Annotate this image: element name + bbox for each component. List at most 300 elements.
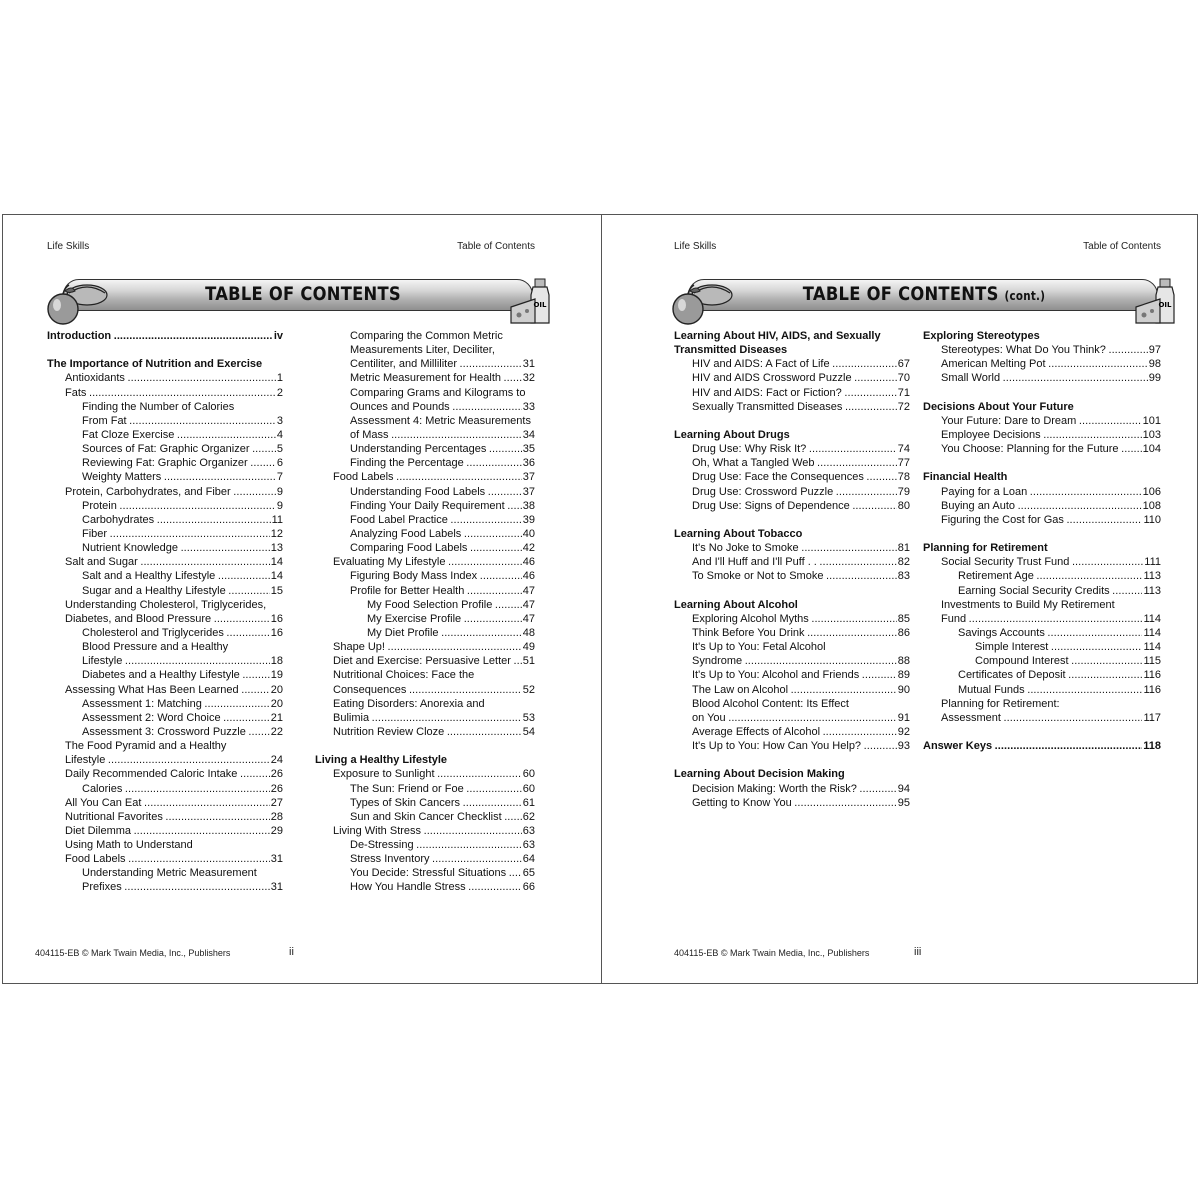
toc-entry-title: Nutritional Choices: Face the (333, 669, 475, 682)
toc-entry (82, 541, 283, 555)
toc-entry (692, 683, 910, 697)
section-heading-text: Learning About Alcohol (674, 598, 798, 611)
toc-entry-line (350, 386, 535, 400)
toc-page-number: 40 (522, 527, 535, 540)
toc-entry-title: Bulimia (333, 711, 370, 724)
toc-column-2 (923, 329, 1161, 753)
toc-page-number: 116 (1143, 683, 1161, 696)
toc-page-number: 101 (1142, 414, 1161, 427)
toc-spacer (923, 527, 1161, 541)
toc-entry-title: Evaluating My Lifestyle (333, 556, 446, 569)
toc-entry (350, 796, 535, 810)
toc-entry-title: Protein, Carbohydrates, and Fiber (65, 485, 231, 498)
toc-entry (65, 485, 283, 499)
toc-entry-title: Savings Accounts (958, 626, 1045, 639)
toc-page-number: 3 (276, 414, 283, 427)
toc-entry-title: Food Labels (65, 853, 126, 866)
toc-page-number: 99 (1148, 372, 1161, 385)
toc-page-number: 35 (522, 443, 535, 456)
toc-entry-title: Diet and Exercise: Persuasive Letter (333, 655, 511, 668)
toc-entry (692, 796, 910, 810)
section-heading-text: Learning About Tobacco (674, 527, 803, 540)
toc-page-number: 20 (270, 683, 283, 696)
toc-entry (692, 456, 910, 470)
toc-entry (692, 668, 910, 682)
toc-entry (350, 371, 535, 385)
toc-page-number: 16 (270, 612, 283, 625)
toc-page-number: 38 (522, 499, 535, 512)
toc-entry-title: Finding the Percentage (350, 457, 464, 470)
toc-entry-title: Living With Stress (333, 824, 422, 837)
toc-entry-title: And I'll Huff and I'll Puff . . (692, 556, 817, 569)
toc-entry (958, 584, 1161, 598)
toc-page-number: 115 (1143, 655, 1161, 668)
toc-page-number: 28 (270, 810, 283, 823)
toc-entry (941, 343, 1161, 357)
toc-page-number: 42 (522, 542, 535, 555)
toc-section-heading (923, 329, 1161, 343)
toc-entry (958, 569, 1161, 583)
toc-page-number: 5 (276, 443, 283, 456)
toc-page-number: 6 (276, 457, 283, 470)
toc-page-number: 116 (1143, 669, 1161, 682)
toc-entry (350, 485, 535, 499)
toc-entry-title: Average Effects of Alcohol (692, 725, 821, 738)
toc-page-number: 95 (897, 796, 910, 809)
toc-entry (975, 640, 1161, 654)
toc-entry (692, 400, 910, 414)
toc-entry (367, 626, 535, 640)
toc-page-number: 47 (522, 612, 535, 625)
toc-entry (65, 824, 283, 838)
toc-entry-title: Drug Use: Crossword Puzzle (692, 485, 834, 498)
toc-entry-title: Earning Social Security Credits (958, 584, 1110, 597)
toc-page-number: 60 (522, 768, 535, 781)
cheese-oil-icon (505, 273, 557, 335)
toc-entry-title: Cholesterol and Triglycerides (82, 626, 224, 639)
toc-entry-line (65, 739, 283, 753)
toc-page-number: 7 (276, 471, 283, 484)
toc-entry (82, 626, 283, 640)
toc-spacer (47, 343, 283, 357)
toc-page-number: 21 (270, 711, 283, 724)
toc-entry (975, 654, 1161, 668)
toc-entry (82, 499, 283, 513)
toc-entry-title: Consequences (333, 683, 407, 696)
toc-entry-line (941, 598, 1161, 612)
toc-entry (350, 442, 535, 456)
toc-entry-title: The Law on Alcohol (692, 683, 789, 696)
toc-entry-title: Simple Interest (975, 641, 1049, 654)
toc-entry-title: Sexually Transmitted Diseases (692, 400, 843, 413)
toc-entry-title: Sources of Fat: Graphic Organizer (82, 443, 250, 456)
toc-entry-title: Blood Alcohol Content: Its Effect (692, 697, 849, 710)
toc-entry (941, 371, 1161, 385)
toc-entry (333, 470, 535, 484)
right-page (601, 215, 1199, 983)
toc-page-number: 47 (522, 598, 535, 611)
toc-page-number: 94 (897, 782, 910, 795)
toc-page-number: 80 (897, 499, 910, 512)
toc-entry (333, 640, 535, 654)
toc-section-heading (674, 767, 910, 781)
toc-section-heading (923, 400, 1161, 414)
toc-entry-line (333, 697, 535, 711)
toc-page-number: 27 (270, 796, 283, 809)
toc-entry-title: It's Up to You: Alcohol and Friends (692, 669, 860, 682)
toc-entry (82, 428, 283, 442)
oil-label: OIL (533, 301, 547, 309)
toc-entry-line (692, 640, 910, 654)
toc-page-number: 12 (270, 527, 283, 540)
toc-entry-title: De-Stressing (350, 839, 414, 852)
toc-entry (350, 852, 535, 866)
toc-page-number: 92 (897, 725, 910, 738)
toc-entry-title: Sugar and a Healthy Lifestyle (82, 584, 226, 597)
toc-page-number: 114 (1143, 626, 1161, 639)
toc-entry (65, 852, 283, 866)
toc-entry-title: My Diet Profile (367, 626, 439, 639)
toc-page-number: 26 (270, 768, 283, 781)
toc-entry-line (350, 414, 535, 428)
section-heading-text: Learning About Drugs (674, 428, 790, 441)
footer-copyright: 404115-EB © Mark Twain Media, Inc., Publishers (674, 948, 870, 958)
toc-entry-title: Lifestyle (65, 754, 106, 767)
toc-entry (692, 470, 910, 484)
toc-spacer (923, 456, 1161, 470)
toc-entry-title: HIV and AIDS: Fact or Fiction? (692, 386, 842, 399)
toc-entry (692, 711, 910, 725)
toc-page-number: 24 (270, 754, 283, 767)
toc-entry (941, 428, 1161, 442)
toc-page-number: 114 (1143, 612, 1161, 625)
toc-entry-title: Planning for Retirement: (941, 697, 1060, 710)
toc-entry (65, 810, 283, 824)
toc-section-heading (674, 527, 910, 541)
toc-entry-title: Profile for Better Health (350, 584, 465, 597)
toc-entry (65, 683, 283, 697)
toc-entry (692, 499, 910, 513)
toc-entry-title: Retirement Age (958, 570, 1034, 583)
toc-entry (941, 513, 1161, 527)
toc-page-number: 82 (897, 556, 910, 569)
toc-entry (82, 513, 283, 527)
toc-entry (82, 456, 283, 470)
toc-entry (692, 541, 910, 555)
toc-entry-line (941, 697, 1161, 711)
toc-entry-line (333, 668, 535, 682)
toc-entry-title: Salt and a Healthy Lifestyle (82, 570, 216, 583)
toc-entry-line (350, 343, 535, 357)
toc-entry-line (82, 866, 283, 880)
toc-entry-title: Mutual Funds (958, 683, 1025, 696)
toc-section-entry (923, 739, 1161, 753)
toc-entry-title: You Decide: Stressful Situations (350, 867, 507, 880)
toc-entry (941, 442, 1161, 456)
toc-page-number: 114 (1143, 641, 1161, 654)
running-head-right: Table of Contents (1083, 241, 1161, 252)
toc-entry (82, 527, 283, 541)
toc-entry (333, 654, 535, 668)
toc-page-number: 48 (522, 626, 535, 639)
toc-entry (692, 357, 910, 371)
toc-entry-title: Exposure to Sunlight (333, 768, 435, 781)
toc-page-number: 74 (897, 443, 910, 456)
toc-spacer (674, 584, 910, 598)
toc-entry-title: All You Can Eat (65, 796, 142, 809)
toc-entry-title: Nutritional Favorites (65, 810, 163, 823)
toc-section-heading (47, 357, 283, 371)
toc-entry (350, 357, 535, 371)
toc-entry (333, 767, 535, 781)
toc-entry (350, 456, 535, 470)
left-page (3, 215, 601, 983)
running-head-left: Life Skills (674, 241, 717, 252)
toc-entry (82, 880, 283, 894)
toc-entry (333, 725, 535, 739)
toc-entry (941, 499, 1161, 513)
toc-page-number: 54 (522, 725, 535, 738)
toc-entry-title: Assessment 1: Matching (82, 697, 202, 710)
toc-page-number: 85 (897, 612, 910, 625)
toc-entry-title: Assessment 3: Crossword Puzzle (82, 725, 246, 738)
toc-entry (82, 782, 283, 796)
section-heading-text: Living a Healthy Lifestyle (315, 754, 448, 767)
toc-entry-title: Buying an Auto (941, 499, 1016, 512)
toc-entry-title: Types of Skin Cancers (350, 796, 461, 809)
toc-entry (350, 880, 535, 894)
toc-entry (82, 584, 283, 598)
toc-entry-title: Protein (82, 499, 117, 512)
toc-entry (333, 683, 535, 697)
toc-entry (350, 541, 535, 555)
toc-page-number: 1 (276, 372, 283, 385)
toc-entry-title: Understanding Food Labels (350, 485, 486, 498)
toc-entry-title: Diabetes and a Healthy Lifestyle (82, 669, 240, 682)
toc-page-number: 39 (522, 513, 535, 526)
toc-entry-title: Fiber (82, 527, 108, 540)
toc-entry-title: Carbohydrates (82, 513, 155, 526)
toc-entry-title: Diet Dilemma (65, 824, 132, 837)
toc-page-number: 113 (1143, 584, 1161, 597)
toc-entry (82, 442, 283, 456)
toc-page-number: 53 (522, 711, 535, 724)
toc-entry (65, 386, 283, 400)
toc-entry-title: You Choose: Planning for the Future (941, 443, 1119, 456)
page-title: TABLE OF CONTENTS (cont.) (802, 283, 1046, 305)
toc-entry-title: Certificates of Deposit (958, 669, 1066, 682)
toc-entry-line (82, 640, 283, 654)
toc-entry-title: Antioxidants (65, 372, 125, 385)
toc-page-number: 46 (522, 570, 535, 583)
toc-page-number: 22 (270, 725, 283, 738)
toc-spacer (674, 414, 910, 428)
toc-column-1 (674, 329, 910, 810)
toc-page-number: 83 (897, 570, 910, 583)
toc-entry (65, 796, 283, 810)
toc-page-number: 65 (522, 867, 535, 880)
toc-page-number: 89 (897, 669, 910, 682)
toc-entry (82, 470, 283, 484)
toc-entry (82, 711, 283, 725)
toc-page-number: 13 (270, 542, 283, 555)
toc-entry (350, 499, 535, 513)
toc-entry-title: It's Up to You: How Can You Help? (692, 740, 862, 753)
toc-entry (65, 767, 283, 781)
toc-entry-title: Stereotypes: What Do You Think? (941, 344, 1106, 357)
toc-section-heading (315, 753, 535, 767)
toc-page-number: 29 (270, 824, 283, 837)
section-heading-text: Exploring Stereotypes (923, 330, 1040, 342)
toc-entry-line (65, 598, 283, 612)
toc-page-number: 91 (897, 711, 910, 724)
toc-page-number: 4 (276, 428, 283, 441)
toc-entry-title: Understanding Metric Measurement (82, 867, 257, 880)
toc-page-number: 19 (270, 669, 283, 682)
toc-spacer (315, 739, 535, 753)
toc-page-number: 110 (1143, 513, 1161, 526)
toc-page-number: 117 (1143, 711, 1161, 724)
toc-entry (350, 527, 535, 541)
toc-page-number: 37 (522, 471, 535, 484)
toc-page-number: 81 (897, 542, 910, 555)
toc-entry (350, 838, 535, 852)
toc-page-number: 77 (897, 457, 910, 470)
toc-page-number: 46 (522, 556, 535, 569)
toc-section-heading (674, 329, 910, 343)
toc-spacer (674, 753, 910, 767)
toc-page-number: 78 (897, 471, 910, 484)
running-head-left: Life Skills (47, 241, 90, 252)
toc-entry-title: Using Math to Understand (65, 839, 193, 852)
toc-entry-title: Assessment 2: Word Choice (82, 711, 221, 724)
toc-page-number: 66 (522, 881, 535, 894)
toc-entry-title: Decision Making: Worth the Risk? (692, 782, 857, 795)
toc-entry-title: Drug Use: Why Risk It? (692, 443, 807, 456)
toc-page-number: 71 (897, 386, 910, 399)
toc-entry (350, 584, 535, 598)
toc-entry-title: Drug Use: Face the Consequences (692, 471, 864, 484)
toc-entry-title: Salt and Sugar (65, 556, 138, 569)
toc-page-number: 98 (1148, 358, 1161, 371)
toc-entry-title: Shape Up! (333, 641, 385, 654)
toc-entry-title: Think Before You Drink (692, 626, 805, 639)
toc-entry (692, 386, 910, 400)
toc-entry (350, 428, 535, 442)
toc-entry (692, 612, 910, 626)
toc-entry (350, 400, 535, 414)
section-heading-text: The Importance of Nutrition and Exercise (47, 358, 263, 371)
toc-entry-title: The Sun: Friend or Foe (350, 782, 464, 795)
toc-entry-title: Reviewing Fat: Graphic Organizer (82, 457, 248, 470)
page-number: iii (914, 946, 922, 958)
toc-entry-title: Prefixes (82, 881, 122, 894)
toc-entry (958, 683, 1161, 697)
toc-entry-title: My Food Selection Profile (367, 598, 493, 611)
toc-page-number: 16 (270, 626, 283, 639)
toc-entry-title: How You Handle Stress (350, 881, 466, 894)
section-heading-text: Decisions About Your Future (923, 400, 1074, 413)
toc-page-number: 15 (270, 584, 283, 597)
toc-page-number: 93 (897, 740, 910, 753)
toc-section-entry (47, 329, 283, 343)
toc-entry-title: Food Labels (333, 471, 394, 484)
toc-entry-title: Figuring Body Mass Index (350, 570, 478, 583)
toc-entry (65, 753, 283, 767)
toc-section-heading (674, 343, 910, 357)
toc-page-number: 62 (522, 810, 535, 823)
toc-entry-title: Centiliter, and Milliliter (350, 358, 457, 371)
toc-entry-title: Measurements Liter, Deciliter, (350, 344, 495, 357)
toc-entry-title: of Mass (350, 428, 389, 441)
toc-column-1 (47, 329, 283, 895)
section-heading-text: Learning About Decision Making (674, 768, 845, 781)
toc-page-number: 18 (270, 655, 283, 668)
toc-page-number: 111 (1144, 556, 1161, 569)
toc-page-number: 52 (522, 683, 535, 696)
toc-entry (958, 626, 1161, 640)
toc-entry-title: Syndrome (692, 655, 743, 668)
toc-entry (65, 555, 283, 569)
toc-page-number: 9 (276, 485, 283, 498)
toc-entry-title: Drug Use: Signs of Dependence (692, 499, 850, 512)
toc-entry (692, 569, 910, 583)
toc-entry (333, 555, 535, 569)
toc-page-number: 97 (1148, 344, 1161, 357)
toc-page-number: 103 (1142, 428, 1161, 441)
toc-page-number: 90 (897, 683, 910, 696)
toc-entry-title: Nutrition Review Cloze (333, 725, 445, 738)
toc-page-number: 63 (522, 839, 535, 852)
toc-entry-title: Assessment (941, 711, 1001, 724)
toc-entry-title: HIV and AIDS Crossword Puzzle (692, 372, 852, 385)
toc-entry-title: Your Future: Dare to Dream (941, 414, 1077, 427)
toc-section-heading (674, 598, 910, 612)
toc-entry (350, 569, 535, 583)
toc-entry-title: Understanding Cholesterol, Triglycerides, (65, 598, 267, 611)
toc-entry (82, 725, 283, 739)
toc-page-number: 51 (522, 655, 535, 668)
toc-page-number: 47 (522, 584, 535, 597)
toc-entry-title: Blood Pressure and a Healthy (82, 641, 229, 654)
toc-entry-title: Assessing What Has Been Learned (65, 683, 239, 696)
cheese-oil-icon (1130, 273, 1182, 335)
toc-entry-title: Food Label Practice (350, 513, 448, 526)
toc-entry-title: Calories (82, 782, 123, 795)
toc-entry-title: Comparing Grams and Kilograms to (350, 386, 526, 399)
toc-page-number: 49 (522, 641, 535, 654)
toc-section-heading (674, 428, 910, 442)
toc-page-number: 31 (270, 881, 283, 894)
toc-page-number: 33 (522, 400, 535, 413)
toc-page-number: 26 (270, 782, 283, 795)
toc-page-number: 63 (522, 824, 535, 837)
toc-entry (350, 866, 535, 880)
running-head-right: Table of Contents (457, 241, 535, 252)
apple-bread-icon (39, 273, 111, 333)
toc-entry (692, 485, 910, 499)
toc-entry-title: Finding Your Daily Requirement (350, 499, 505, 512)
toc-entry (941, 555, 1161, 569)
footer-copyright: 404115-EB © Mark Twain Media, Inc., Publishers (35, 948, 231, 958)
toc-section-heading (923, 470, 1161, 484)
toc-entry-title: Diabetes, and Blood Pressure (65, 612, 212, 625)
toc-page-number: 67 (897, 358, 910, 371)
toc-entry-title: Stress Inventory (350, 853, 430, 866)
toc-entry (958, 668, 1161, 682)
toc-page-number: 20 (270, 697, 283, 710)
toc-entry-title: Figuring the Cost for Gas (941, 513, 1064, 526)
